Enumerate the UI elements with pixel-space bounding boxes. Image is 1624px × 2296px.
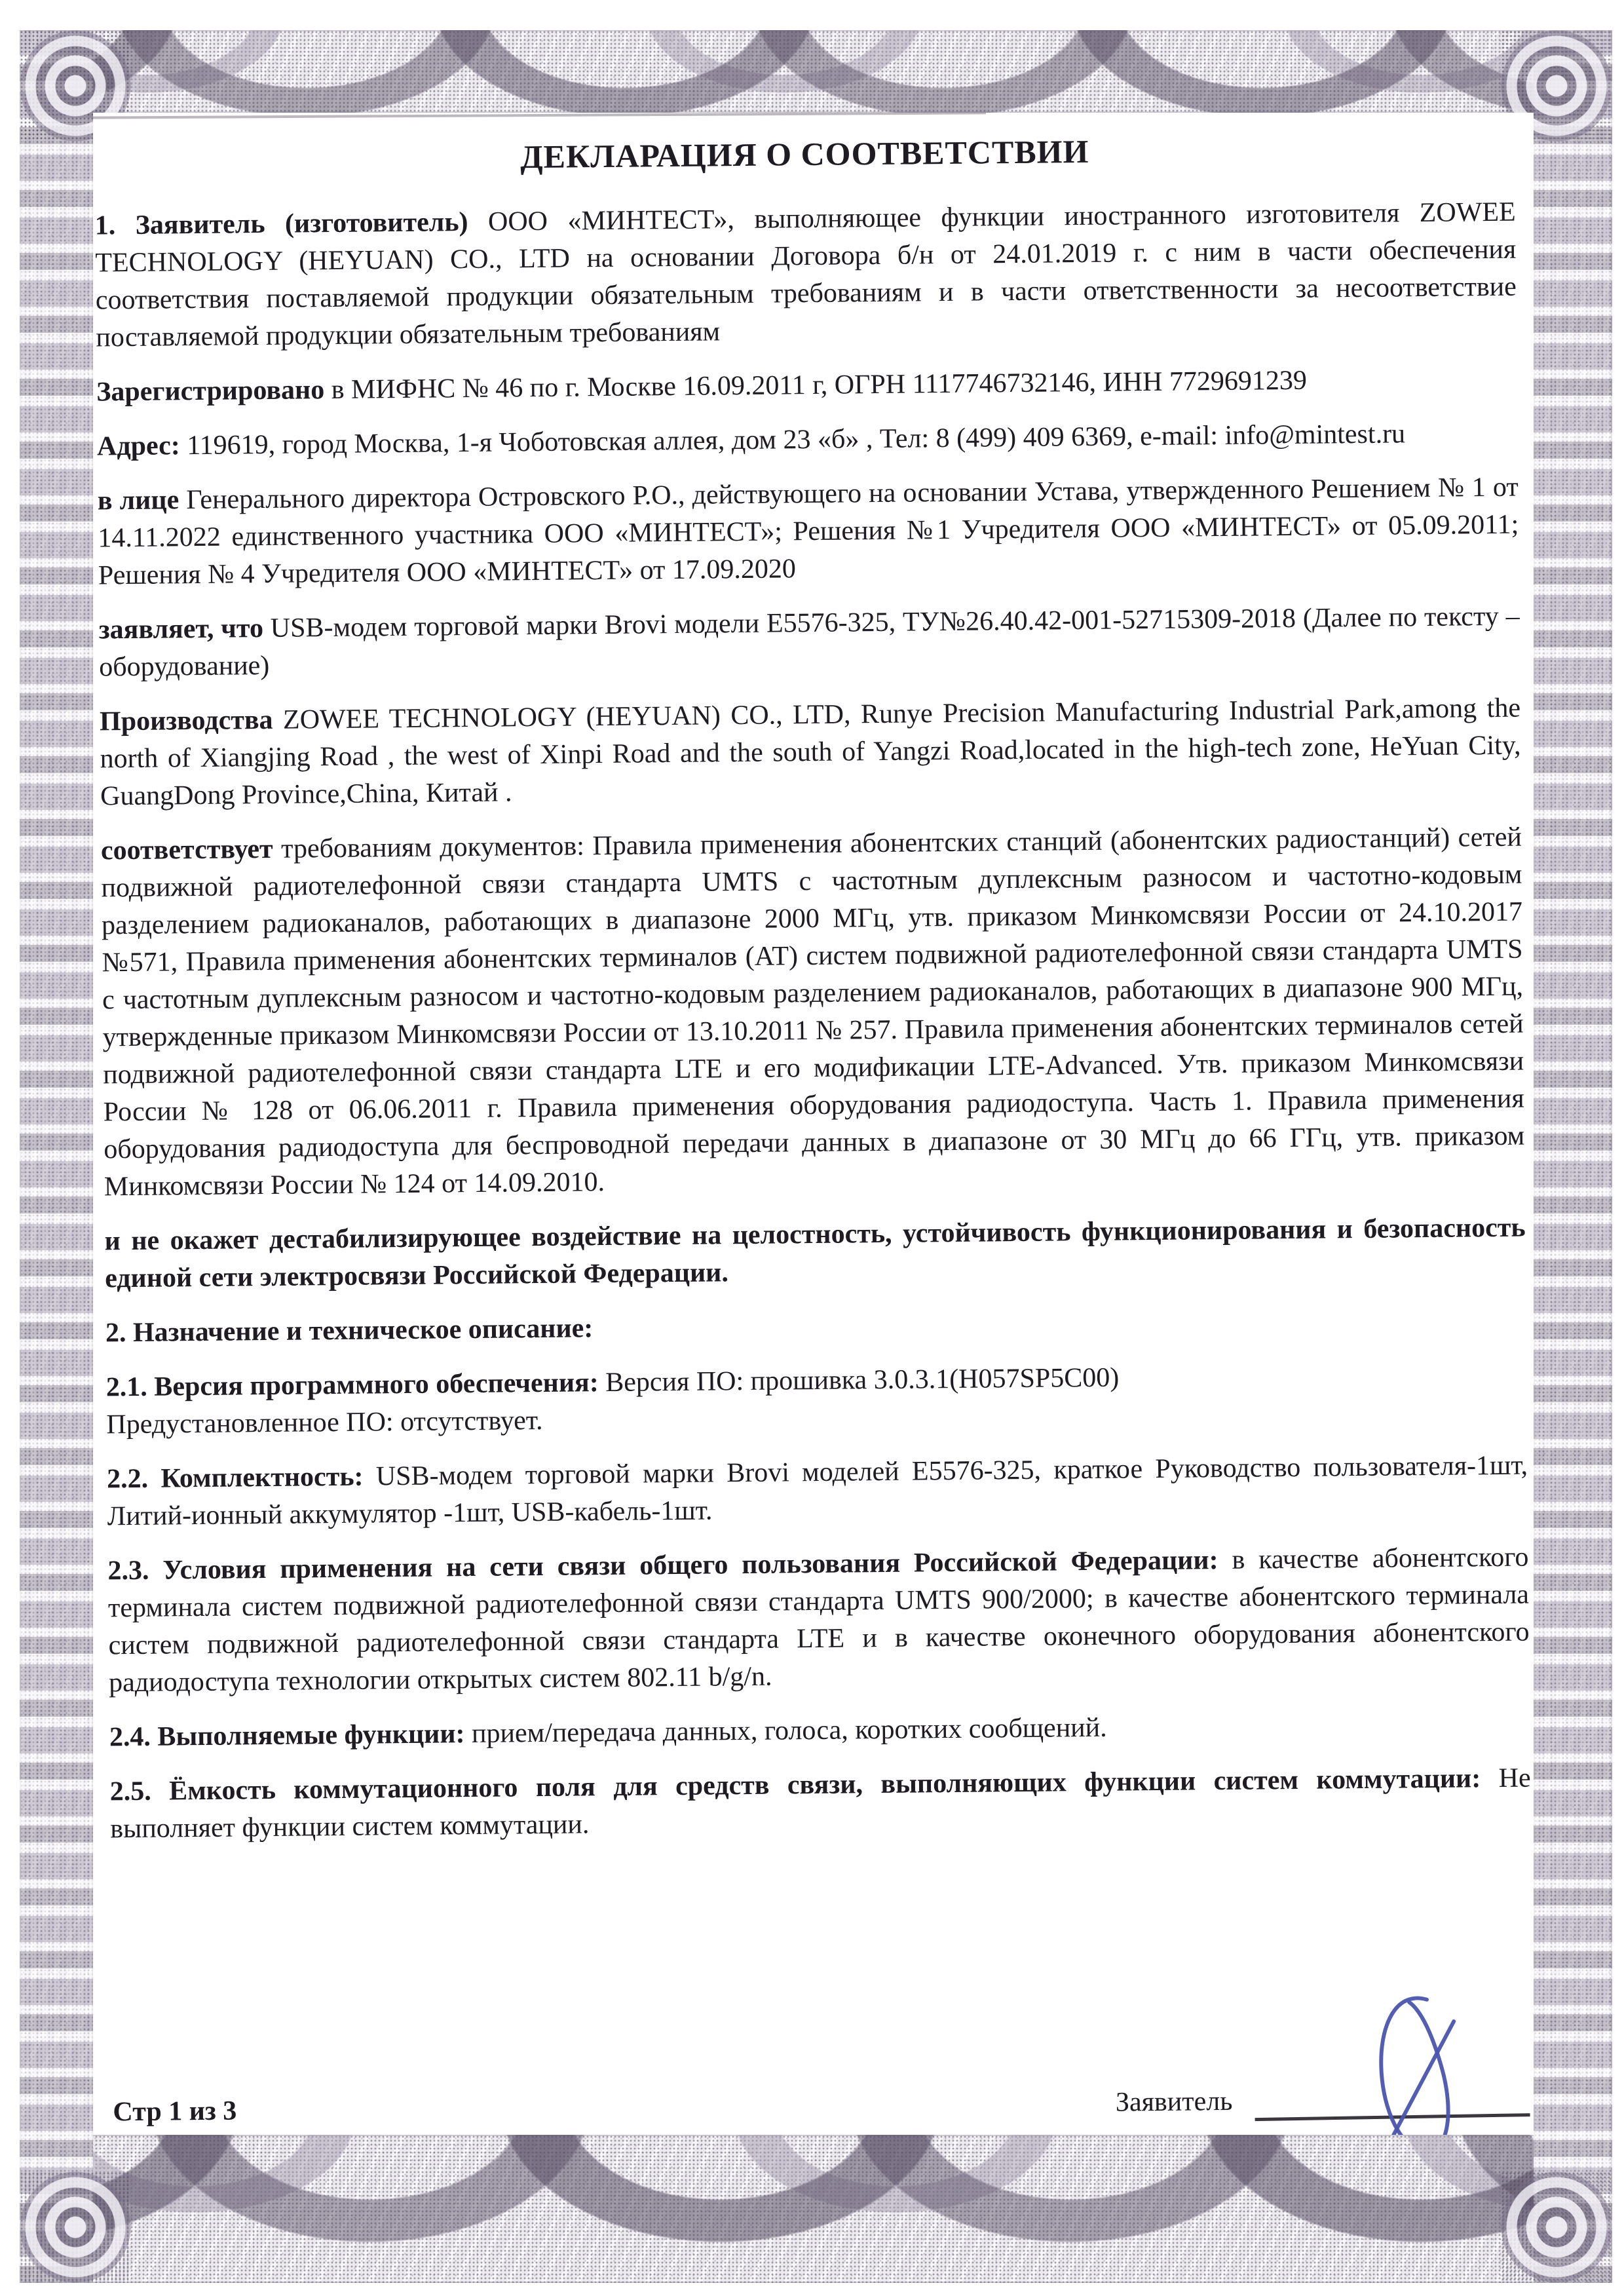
lace-border-right [1534, 30, 1612, 2283]
lace-vine-ornament [1534, 30, 1612, 2283]
paragraph-lead: 2.4. Выполняемые функции: [109, 1719, 465, 1753]
paragraph-lead: соответствует [100, 833, 273, 866]
paragraph-address [97, 415, 1518, 466]
paragraph-lead: 2.5. Ёмкость коммутационного поля для средств связи, выполняющих функции систем коммутации: [109, 1763, 1481, 1807]
document-content-area [93, 113, 1534, 2135]
paragraph-lead: заявляет, что [98, 613, 264, 645]
page-footer [113, 2080, 1530, 2132]
document-text-block [93, 113, 1534, 2135]
paragraph-text: ZOWEE TECHNOLOGY (HEYUAN) CO., LTD, Runye Precision Manufacturing Industrial Park,among the north of Xiangjing Road , the west of Xinpi Road and the south of Yangzi Road,located in the high-tech zone, HeYuan City, GuangDong Province,China, Китай . [100, 693, 1521, 812]
lace-border-bottom [20, 2135, 1612, 2283]
paragraph-production [100, 690, 1522, 816]
paragraph-lead: в лице [97, 485, 179, 516]
paragraph-lead: 2.3. Условия применения на сети связи общего пользования Российской Федерации: [107, 1545, 1218, 1586]
signature-line [1255, 2109, 1530, 2121]
signer-label: Заявитель [1115, 2086, 1233, 2118]
lace-corner-rosette [1501, 2172, 1612, 2283]
paragraph-text: Не выполняет функции систем коммутации. [110, 1763, 1531, 1845]
paragraph-applicant [95, 194, 1517, 357]
paragraph-text: 119619, город Москва, 1-я Чоботовская аллея, дом 23 «б» , Тел: 8 (499) 409 6369, e-mail: info@mintest.ru [179, 419, 1406, 461]
paragraph-lead: 2.2. Комплектность: [106, 1461, 364, 1495]
lace-swag-ornament [20, 2135, 1612, 2283]
paragraph-text: прием/передача данных, голоса, коротких сообщений. [464, 1712, 1107, 1750]
paragraph-text: Генерального директора Островского Р.О., действующего на основании Устава, утвержденного Решением № 1 от 14.11.2022 единственного участника ООО «МИНТЕСТ»; Решения №1 Учредителя ООО «МИНТЕСТ» от 05.09.2011; Решения № 4 Учредителя ООО «МИНТЕСТ» от 17.09.2020 [98, 472, 1519, 591]
lace-vine-ornament [20, 30, 93, 2283]
paragraph-software-version [106, 1356, 1528, 1444]
page-indicator: Стр 1 из 3 [113, 2095, 237, 2128]
paragraph-text: Версия ПО: прошивка 3.0.3.1(H057SP5C00) [598, 1362, 1120, 1398]
lace-border-top [20, 30, 1612, 113]
paragraph-text: USB-модем торговой марки Brovi моделей Е5576-325, краткое Руководство пользователя-1шт, Литий-ионный аккумулятор -1шт, USB-кабель-1шт. [107, 1450, 1528, 1532]
paragraph-no-destabilize [104, 1210, 1526, 1298]
paragraph-section-2 [105, 1301, 1526, 1352]
paragraph-registered [96, 360, 1517, 411]
paragraph-switching-capacity [109, 1760, 1531, 1848]
paragraph-text: ООО «МИНТЕСТ», выполняющее функции иностранного изготовителя ZOWEE TECHNOLOGY (HEYUAN) CO., LTD на основании Договора б/н от 24.01.2019 г. с ним в части обеспечения соответствия поставляемой продукции обязательным требованиям и в части ответственности за несоответствие поставляемой продукции обязательным требованиям [95, 197, 1517, 353]
paragraph-usage-conditions [107, 1539, 1530, 1702]
paragraph-lead: 2.1. Версия программного обеспечения: [105, 1368, 599, 1403]
paragraph-functions [109, 1706, 1530, 1757]
paragraph-lead: и не окажет дестабилизирующее воздействие на целостность, устойчивость функционирования и безопасность единой сети электросвязи Российской Федерации. [104, 1212, 1526, 1294]
paragraph-lead: 2. Назначение и техническое описание: [105, 1313, 594, 1349]
paragraph-text-line2: Предустановленное ПО: отсутствует. [106, 1405, 543, 1440]
paragraph-lead: 1. Заявитель (изготовитель) [94, 206, 468, 241]
signature-stroke [1338, 1980, 1485, 2135]
lace-corner-rosette [20, 2172, 131, 2283]
document-title: ДЕКЛАРАЦИЯ О СООТВЕТСТВИИ [519, 132, 1089, 176]
paragraph-complies [101, 819, 1525, 1206]
lace-border-left [20, 30, 93, 2283]
paragraph-kit [107, 1447, 1528, 1536]
paragraph-text: в МИФНС № 46 по г. Москве 16.09.2011 г, ОГРН 1117746732146, ИНН 7729691239 [324, 365, 1308, 406]
lace-swag-ornament [20, 30, 1612, 113]
paragraph-text: требованиям документов: Правила применения абонентских станций (абонентских радиостанций) сетей подвижной радиотелефонной связи стандарта UMTS с частотным дуплексным разносом и частотно-кодовым разделением радиоканалов, работающих в диапазоне 2000 МГц, утв. приказом Минкомсвязи России от 24.10.2017 №571, Правила применения абонентских терминалов (АТ) систем подвижной радиотелефонной связи стандарта UMTS с частотным дуплексным разносом и частотно-кодовым разделением радиоканалов, работающих в диапазоне 900 МГц, утвержденные приказом Минкомсвязи России от 13.10.2011 № 257. Правила применения абонентских терминалов сетей подвижной радиотелефонной связи стандарта LTE и его модификации LTE-Advanced. Утв. приказом Минкомсвязи России № 128 от 06.06.2011 г. Правила применения оборудования радиодоступа. Часть 1. Правила применения оборудования радиодоступа для беспроводной передачи данных в диапазоне от 30 МГц до 66 ГГц, утв. приказом Минкомсвязи России № 124 от 14.09.2010. [101, 822, 1525, 1202]
paragraph-lead: Адрес: [96, 430, 180, 462]
paragraph-text: в качестве абонентского терминала систем подвижной радиотелефонной связи стандарта UMTS 900/2000; в качестве абонентского терминала систем подвижной радиотелефонной связи стандарта LTE и в качестве оконечного оборудования абонентского радиодоступа технологии открытых систем 802.11 b/g/n. [107, 1542, 1530, 1698]
paragraph-declares [98, 598, 1520, 687]
paragraph-lead: Зарегистрировано [96, 375, 325, 408]
paragraph-director [98, 469, 1520, 595]
paragraph-lead: Производства [99, 704, 273, 737]
paragraph-text: USB-модем торговой марки Brovi модели Е5576-325, ТУ№26.40.42-001-52715309-2018 (Далее по тексту – оборудование) [99, 601, 1520, 683]
signature-block [1116, 2080, 1530, 2122]
